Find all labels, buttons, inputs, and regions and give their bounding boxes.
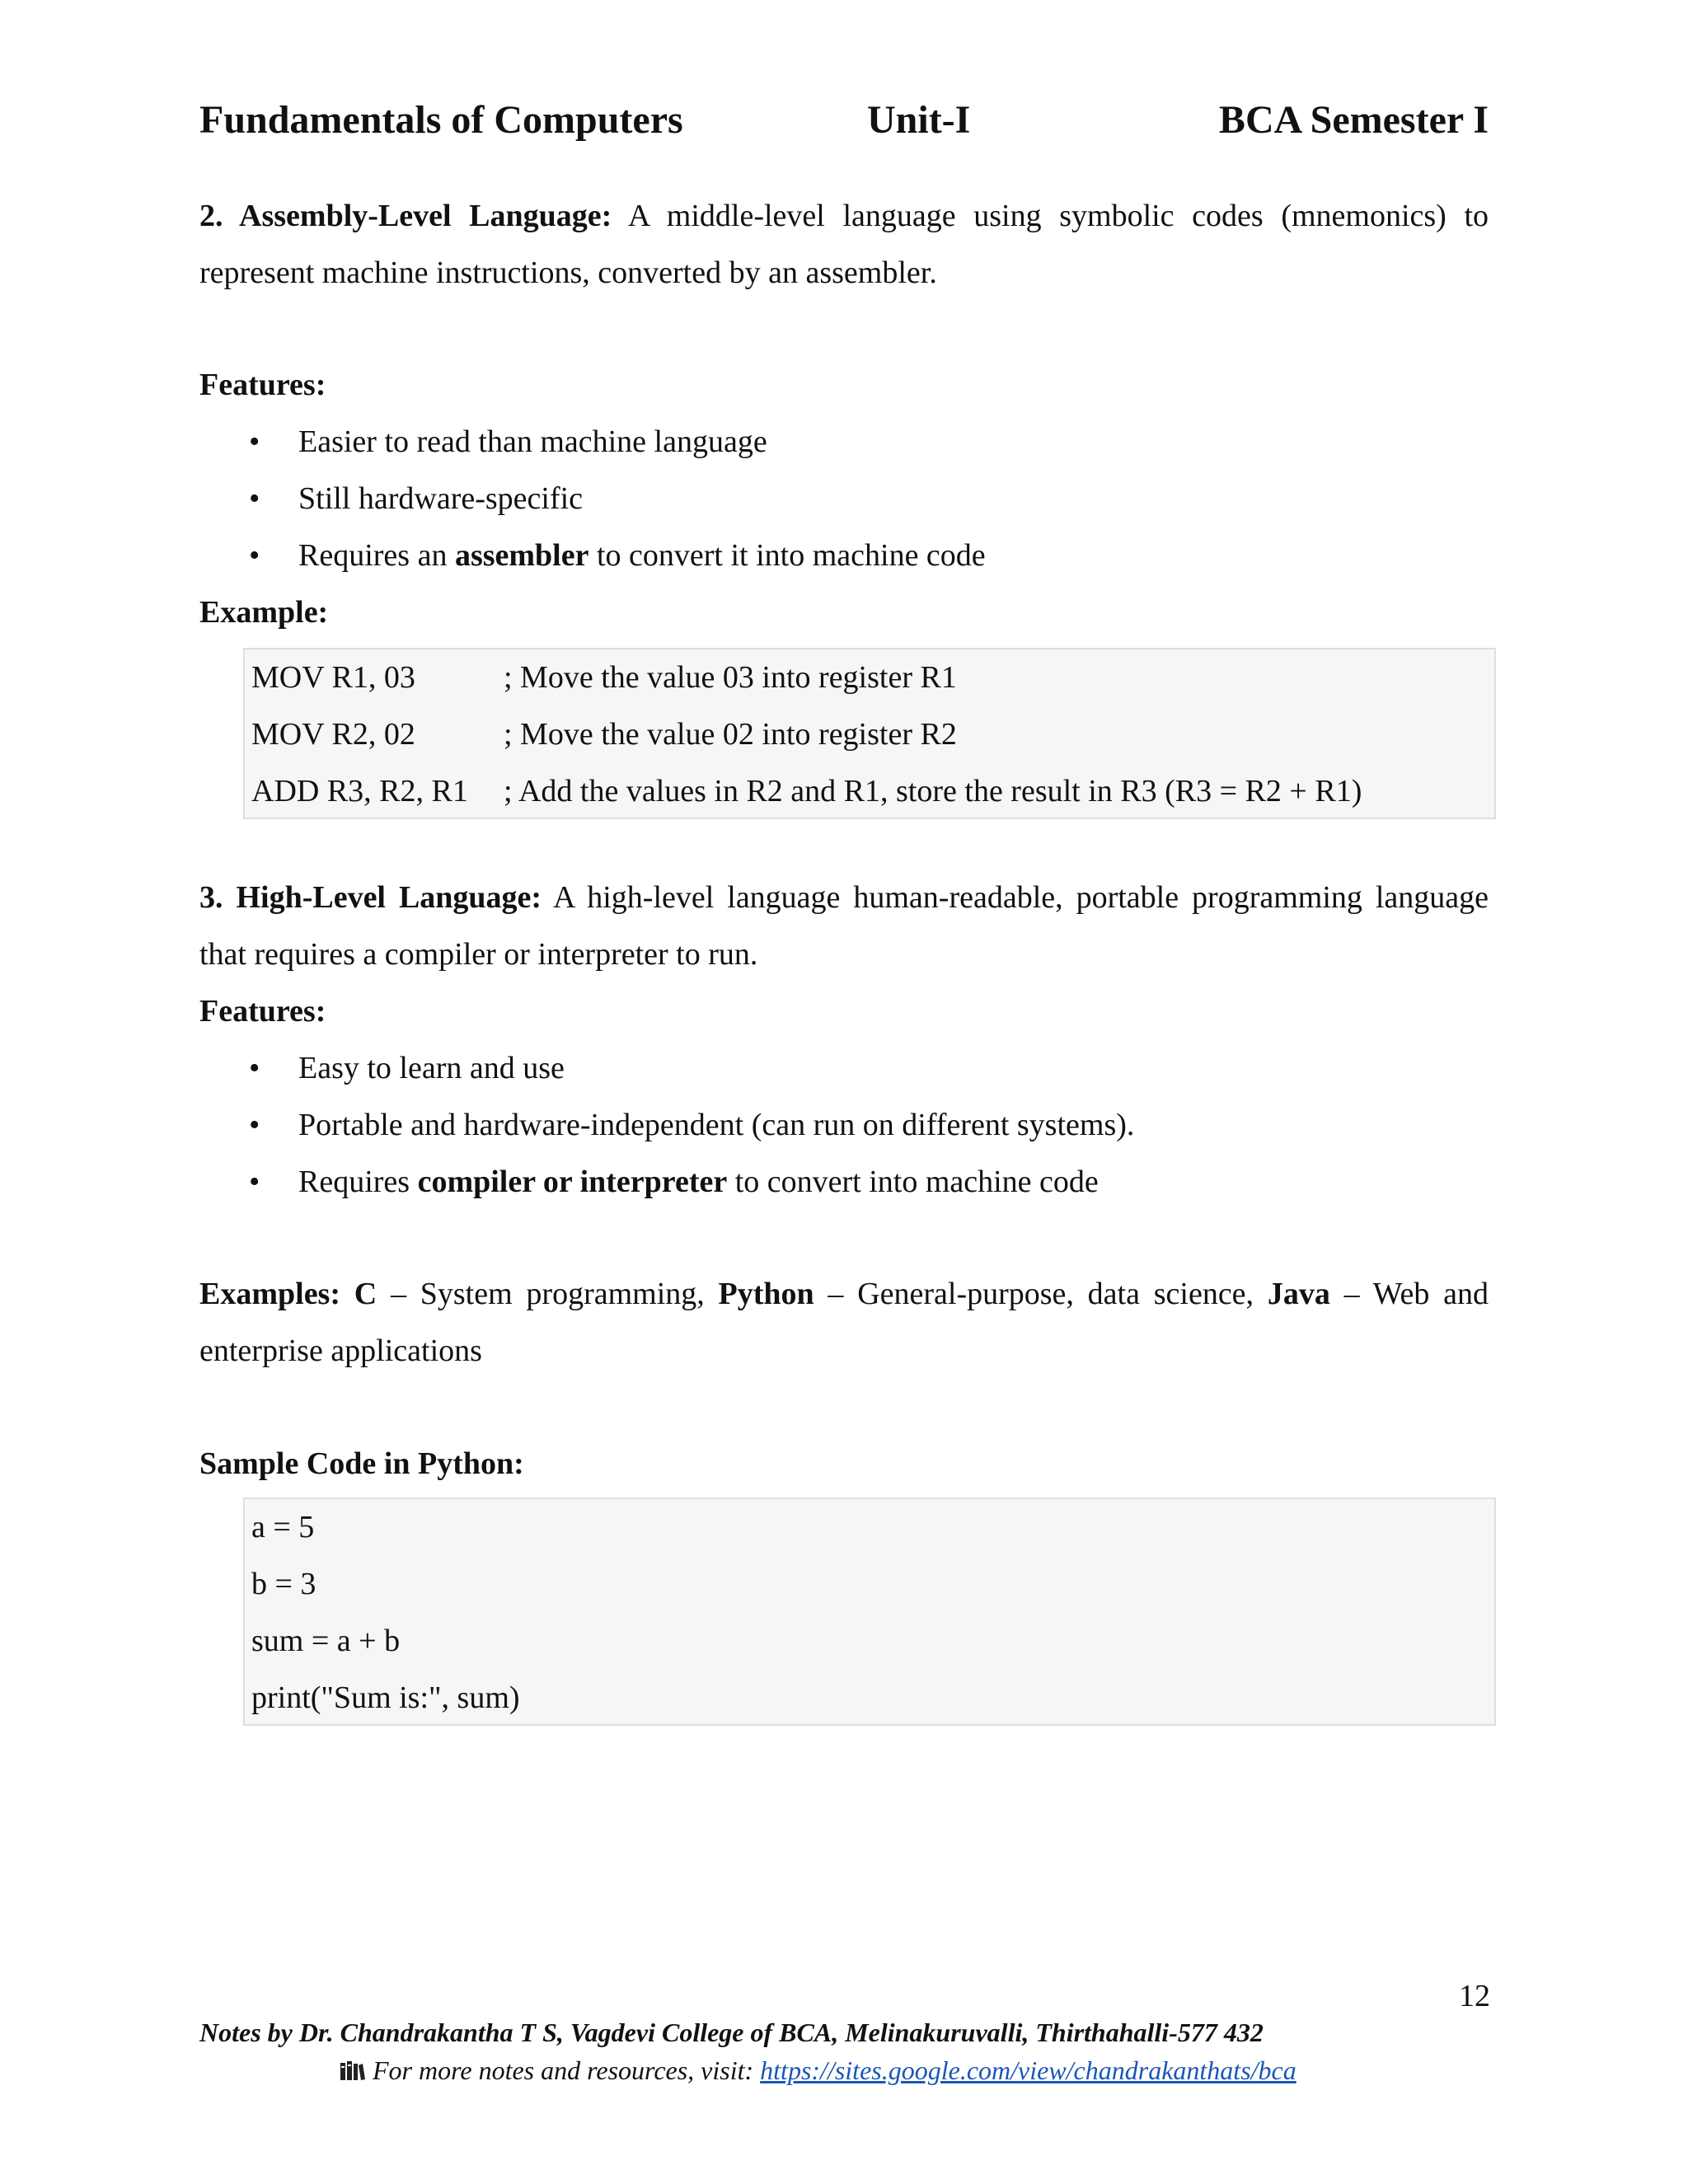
high-level-features-heading: Features:: [199, 994, 326, 1029]
language-python: Python: [718, 1277, 814, 1311]
assembly-features-heading: Features:: [199, 368, 326, 402]
examples-label: Examples:: [199, 1277, 340, 1311]
bullet-icon: •: [249, 1108, 260, 1142]
bullet-icon: •: [249, 481, 260, 516]
footer-resources-text: For more notes and resources, visit:: [373, 2055, 761, 2085]
bullet-icon: •: [249, 424, 260, 459]
language-java: Java: [1267, 1277, 1330, 1311]
language-c: C: [354, 1277, 377, 1311]
list-item-text: Still hardware-specific: [298, 481, 584, 516]
list-item-text: Easy to learn and use: [298, 1051, 565, 1085]
books-icon: [340, 2060, 366, 2081]
bullet-icon: •: [249, 1165, 260, 1199]
header-semester: BCA Semester I: [1218, 98, 1489, 142]
list-item-text: to convert it into machine code: [588, 538, 986, 573]
assembly-section: [199, 188, 1489, 302]
code-instruction: ADD R3, R2, R1: [251, 774, 468, 808]
list-item: [199, 1097, 1489, 1154]
code-comment: ; Move the value 02 into register R2: [504, 717, 957, 752]
list-item-text: Requires an: [298, 538, 455, 573]
sample-code-heading: Sample Code in Python:: [199, 1446, 524, 1481]
page-number: 12: [1459, 1979, 1490, 2013]
code-line: print("Sum is:", sum): [251, 1680, 520, 1715]
python-code-block: [243, 1497, 1496, 1726]
assembly-features-list: [199, 414, 1489, 584]
list-item: [199, 527, 1489, 584]
page-header: [199, 97, 1489, 147]
sample-code-section: [199, 1436, 1489, 1493]
high-level-section: [199, 869, 1489, 1211]
code-line: [245, 763, 1494, 820]
assembly-features: [199, 357, 1489, 641]
list-item: [199, 1040, 1489, 1097]
code-comment: ; Move the value 03 into register R1: [504, 660, 957, 695]
list-item-bold-term: assembler: [454, 538, 589, 573]
list-item: [199, 471, 1489, 527]
list-item-text: Portable and hardware-independent (can run on different systems).: [298, 1108, 1135, 1142]
code-line: a = 5: [251, 1510, 315, 1544]
bullet-icon: •: [249, 538, 260, 573]
list-item-text: Easier to read than machine language: [298, 424, 767, 459]
code-comment: ; Add the values in R2 and R1, store the result in R3 (R3 = R2 + R1): [504, 774, 1362, 808]
assembly-definition: [199, 188, 1489, 302]
code-line: [245, 649, 1494, 706]
high-level-features-list: [199, 1040, 1489, 1211]
list-item-text: to convert into machine code: [727, 1165, 1099, 1199]
high-level-title: 3. High-Level Language:: [199, 880, 542, 915]
code-line: [245, 706, 1494, 763]
header-unit: Unit-I: [867, 98, 971, 142]
list-item-text: Requires: [298, 1165, 418, 1199]
language-c-desc: – System programming,: [377, 1277, 719, 1311]
high-level-description: A high-level language human-readable, portable programming language that requires a compiler or interpreter to run.: [199, 880, 1489, 972]
high-level-definition: [199, 869, 1489, 983]
code-line: sum = a + b: [251, 1624, 401, 1658]
assembly-description: A middle-level language using symbolic codes (mnemonics) to represent machine instructions, converted by an assembler.: [199, 199, 1489, 290]
assembly-code-block: [243, 648, 1496, 819]
language-java-desc: – Web and enterprise applications: [199, 1277, 1489, 1368]
footer-author: Notes by Dr. Chandrakantha T S, Vagdevi College of BCA, Melinakuruvalli, Thirthahalli-577 432: [199, 2018, 1264, 2047]
examples-paragraph: [199, 1266, 1489, 1380]
bullet-icon: •: [249, 1051, 260, 1085]
code-instruction: MOV R1, 03: [251, 660, 415, 695]
code-instruction: MOV R2, 02: [251, 717, 415, 752]
list-item: [199, 1154, 1489, 1211]
example-heading: Example:: [199, 595, 329, 630]
list-item: [199, 414, 1489, 471]
examples-section: [199, 1266, 1489, 1380]
header-course-title: Fundamentals of Computers: [199, 98, 683, 142]
assembly-title: 2. Assembly-Level Language:: [199, 199, 612, 233]
code-line: b = 3: [251, 1567, 316, 1601]
footer-resources: [340, 2055, 1296, 2086]
resources-link[interactable]: https://sites.google.com/view/chandrakanthats/bca: [760, 2055, 1296, 2085]
list-item-bold-term: compiler or interpreter: [417, 1165, 728, 1199]
language-python-desc: – General-purpose, data science,: [814, 1277, 1268, 1311]
